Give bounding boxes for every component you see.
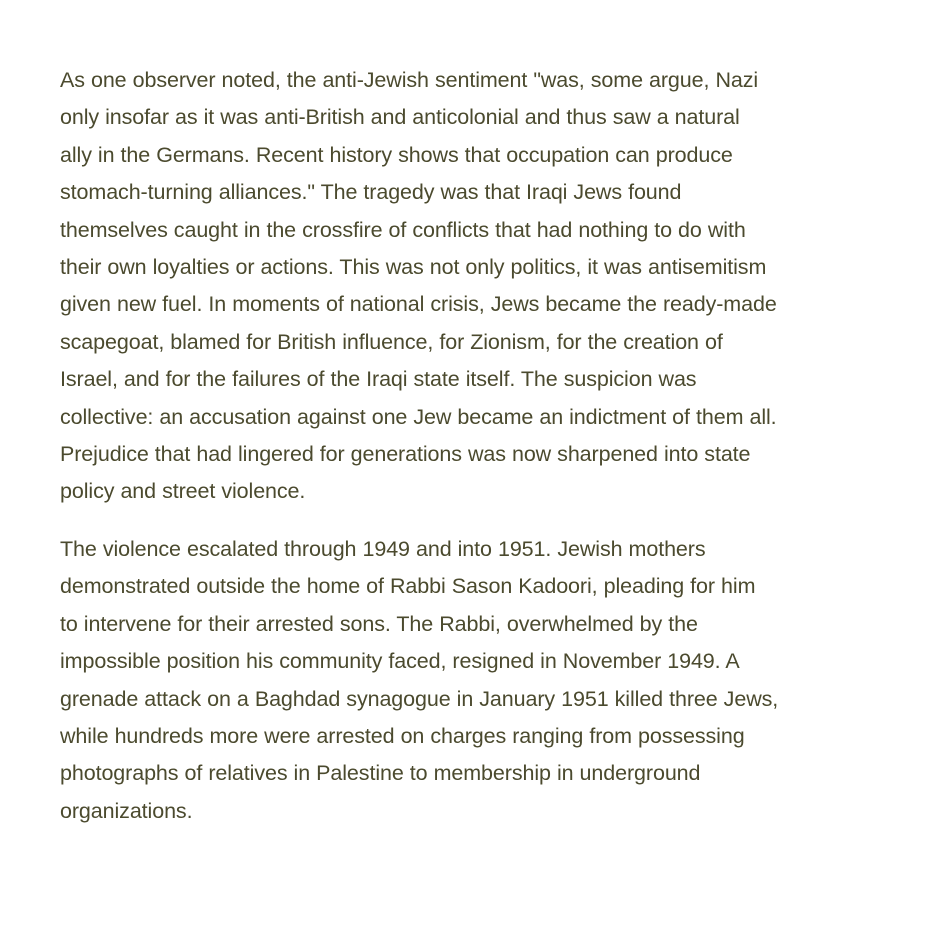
- text-line: organizations.: [60, 798, 193, 823]
- text-line: impossible position his community faced, resigned in November 1949. A: [60, 649, 740, 674]
- text-line: Israel, and for the failures of the Iraqi state itself. The suspicion was: [60, 367, 697, 392]
- text-line: only insofar as it was anti-British and anticolonial and thus saw a natural: [60, 105, 740, 130]
- text-line: scapegoat, blamed for British influence, for Zionism, for the creation of: [60, 329, 723, 354]
- text-line: As one observer noted, the anti-Jewish sentiment "was, some argue, Nazi: [60, 68, 759, 92]
- text-line: their own loyalties or actions. This was not only politics, it was antisemitism: [60, 255, 767, 280]
- text-line: ally in the Germans. Recent history shows that occupation can produce: [60, 142, 733, 167]
- text-line: demonstrated outside the home of Rabbi Sason Kadoori, pleading for him: [60, 574, 756, 599]
- text-line: Prejudice that had lingered for generations was now sharpened into state: [60, 442, 751, 467]
- text-line: given new fuel. In moments of national crisis, Jews became the ready-made: [60, 292, 777, 317]
- text-line: The violence escalated through 1949 and into 1951. Jewish mothers: [60, 536, 706, 561]
- text-line: policy and street violence.: [60, 479, 306, 504]
- paragraph-anti-jewish-sentiment: [60, 62, 905, 511]
- text-line: stomach-turning alliances." The tragedy was that Iraqi Jews found: [60, 180, 682, 205]
- text-line: themselves caught in the crossfire of conflicts that had nothing to do with: [60, 217, 746, 242]
- text-line: to intervene for their arrested sons. The Rabbi, overwhelmed by the: [60, 611, 698, 636]
- text-line: photographs of relatives in Palestine to membership in underground: [60, 761, 701, 786]
- text-line: collective: an accusation against one Jew became an indictment of them all.: [60, 404, 777, 429]
- text-line: while hundreds more were arrested on charges ranging from possessing: [60, 723, 745, 748]
- paragraph-violence-escalated: [60, 531, 905, 830]
- text-line: grenade attack on a Baghdad synagogue in January 1951 killed three Jews,: [60, 686, 779, 711]
